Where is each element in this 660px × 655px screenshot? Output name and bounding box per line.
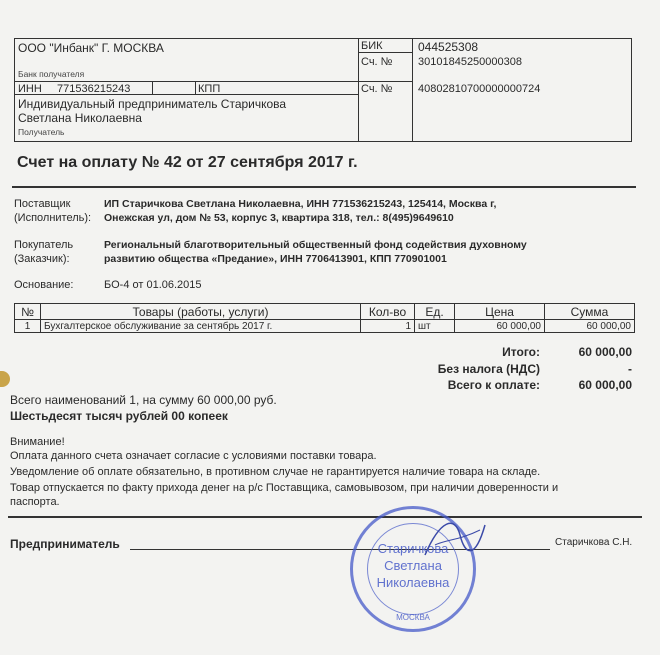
buyer-label-sub: (Заказчик): xyxy=(14,253,70,265)
notice-line1: Оплата данного счета означает согласие с условиями поставки товара. xyxy=(10,450,377,462)
title-underline xyxy=(12,186,636,188)
total-label: Итого: xyxy=(502,345,540,359)
stamp-line1: Старичкова xyxy=(377,541,449,556)
items-count-summary: Всего наименований 1, на сумму 60 000,00 руб. xyxy=(10,393,277,407)
notice-line4: паспорта. xyxy=(10,496,60,508)
vat-value: - xyxy=(628,362,632,376)
kpp-label: КПП xyxy=(198,83,221,95)
corr-account-value: 30101845250000308 xyxy=(418,56,523,68)
col-goods-header: Товары (работы, услуги) xyxy=(41,304,361,320)
buyer-line1: Региональный благотворительный общественный фонд содействия духовному xyxy=(104,239,527,251)
signatory-name: Старичкова С.Н. xyxy=(555,537,633,548)
basis-label: Основание: xyxy=(14,279,74,291)
table-header-row xyxy=(15,304,635,320)
notice-line3: Товар отпускается по факту прихода денег на р/с Поставщика, самовывозом, при наличии доверенности и xyxy=(10,482,559,494)
row-qty: 1 xyxy=(361,320,415,333)
punch-hole-mark xyxy=(0,371,10,387)
items-table xyxy=(14,303,635,333)
notice-line2: Уведомление об оплате обязательно, в противном случае не гарантируется наличие товара на складе. xyxy=(10,466,541,478)
bik-label: БИК xyxy=(361,40,383,52)
recipient-name-line1: Индивидуальный предприниматель Старичкова xyxy=(18,97,287,111)
recipient-label: Получатель xyxy=(18,127,65,137)
supplier-label-sub: (Исполнитель): xyxy=(14,212,92,224)
inn-label: ИНН xyxy=(18,83,42,95)
table-row xyxy=(15,320,635,333)
stamp-line3: Николаевна xyxy=(376,575,450,590)
row-sum: 60 000,00 xyxy=(545,320,635,333)
row-price: 60 000,00 xyxy=(455,320,545,333)
handwritten-signature xyxy=(420,510,490,570)
signature-label: Предприниматель xyxy=(10,537,120,551)
buyer-line2: развитию общества «Предание», ИНН 7706413901, КПП 770901001 xyxy=(104,253,447,265)
row-goods: Бухгалтерское обслуживание за сентябрь 2017 г. xyxy=(41,320,361,333)
divider xyxy=(358,52,413,53)
divider xyxy=(358,39,359,141)
col-unit-header: Ед. xyxy=(415,304,455,320)
notice-divider xyxy=(8,516,642,518)
account-value: 40802810700000000724 xyxy=(418,83,541,95)
supplier-line1: ИП Старичкова Светлана Николаевна, ИНН 771536215243, 125414, Москва г, xyxy=(104,198,497,210)
corr-account-label: Сч. № xyxy=(361,56,393,68)
divider xyxy=(152,81,153,95)
inn-value: 771536215243 xyxy=(57,83,131,95)
recipient-name-line2: Светлана Николаевна xyxy=(18,111,142,125)
col-qty-header: Кол-во xyxy=(361,304,415,320)
supplier-line2: Онежская ул, дом № 53, корпус 3, квартира 318, тел.: 8(495)9649610 xyxy=(104,212,454,224)
amount-due-value: 60 000,00 xyxy=(578,378,632,392)
bik-value: 044525308 xyxy=(418,40,479,54)
vat-label: Без налога (НДС) xyxy=(437,362,540,376)
divider xyxy=(412,39,413,141)
bank-label: Банк получателя xyxy=(18,69,85,79)
row-unit: шт xyxy=(415,320,455,333)
buyer-label: Покупатель xyxy=(14,239,74,251)
row-num: 1 xyxy=(15,320,41,333)
col-price-header: Цена xyxy=(455,304,545,320)
account-label: Сч. № xyxy=(361,83,393,95)
amount-in-words: Шестьдесят тысяч рублей 00 копеек xyxy=(10,409,228,423)
divider xyxy=(15,81,413,82)
notice-heading: Внимание! xyxy=(10,436,65,448)
amount-due-label: Всего к оплате: xyxy=(447,378,540,392)
total-value: 60 000,00 xyxy=(578,345,632,359)
invoice-title: Счет на оплату № 42 от 27 сентября 2017 г. xyxy=(17,154,358,171)
stamp-ring-text: МОСКВА xyxy=(396,613,430,622)
supplier-label: Поставщик xyxy=(14,198,71,210)
basis-value: БО-4 от 01.06.2015 xyxy=(104,279,202,291)
col-sum-header: Сумма xyxy=(545,304,635,320)
divider xyxy=(195,81,196,95)
bank-name: ООО "Инбанк" Г. МОСКВА xyxy=(18,41,164,55)
col-num-header: № xyxy=(15,304,41,320)
stamp-line2: Светлана xyxy=(384,558,442,573)
